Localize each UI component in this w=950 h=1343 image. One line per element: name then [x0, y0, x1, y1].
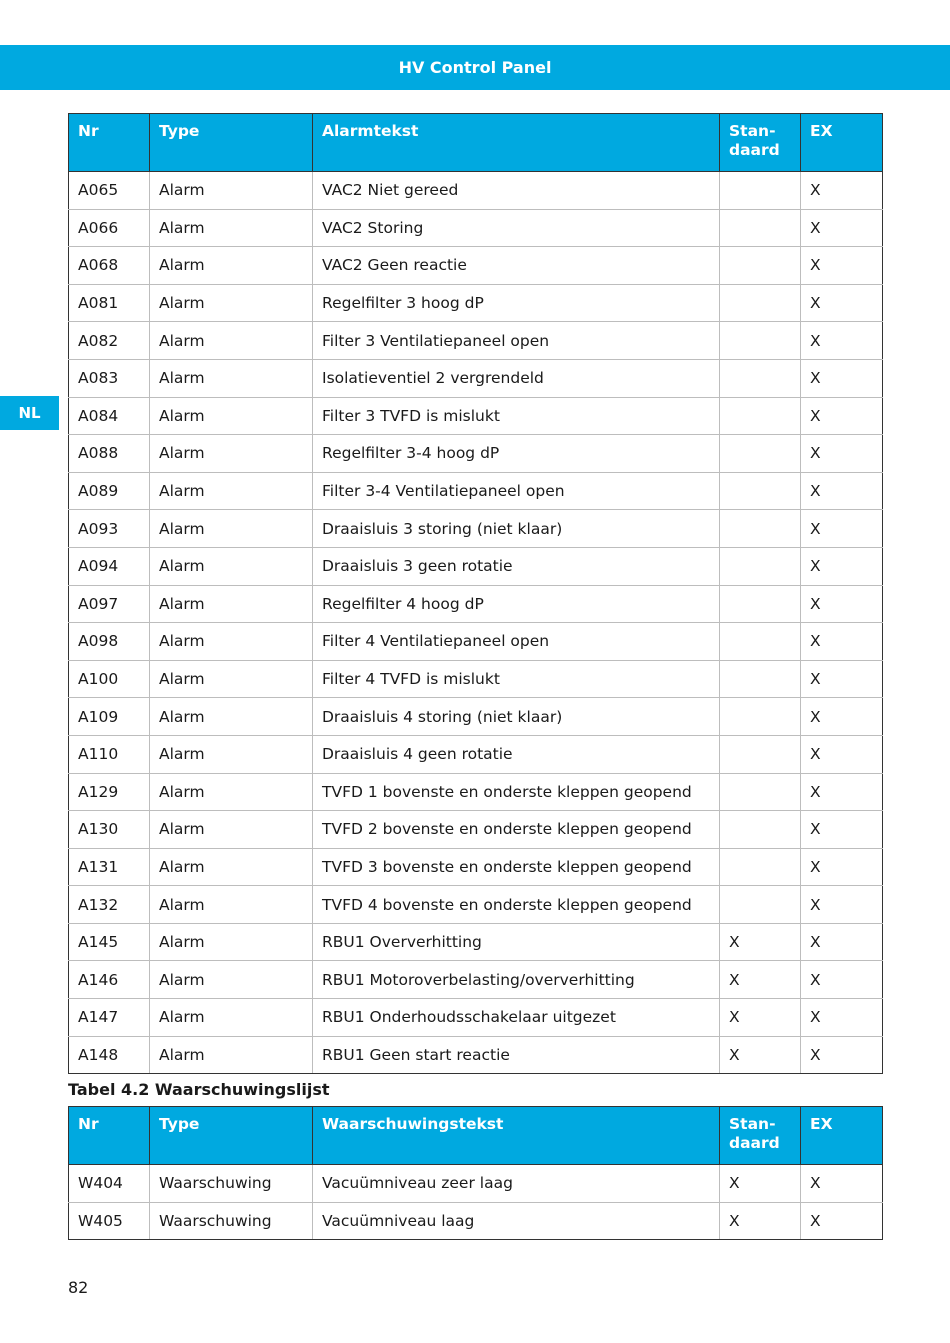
cell-standard	[720, 247, 801, 285]
cell-ex: X	[801, 1202, 883, 1240]
table-row	[69, 773, 883, 811]
cell-ex: X	[801, 773, 883, 811]
table-row	[69, 359, 883, 397]
cell-type: Waarschuwing	[150, 1202, 313, 1240]
cell-nr: A094	[69, 547, 150, 585]
cell-type: Waarschuwing	[150, 1165, 313, 1203]
cell-standard	[720, 773, 801, 811]
cell-text: RBU1 Geen start reactie	[313, 1036, 720, 1074]
cell-nr: A084	[69, 397, 150, 435]
cell-standard	[720, 209, 801, 247]
cell-text: VAC2 Geen reactie	[313, 247, 720, 285]
cell-text: Filter 3-4 Ventilatiepaneel open	[313, 472, 720, 510]
cell-ex: X	[801, 397, 883, 435]
column-header-type: Type	[150, 114, 313, 172]
table-row	[69, 585, 883, 623]
cell-ex: X	[801, 284, 883, 322]
cell-text: TVFD 4 bovenste en onderste kleppen geopend	[313, 886, 720, 924]
cell-ex: X	[801, 435, 883, 473]
cell-standard	[720, 660, 801, 698]
cell-standard	[720, 623, 801, 661]
cell-text: TVFD 3 bovenste en onderste kleppen geopend	[313, 848, 720, 886]
cell-ex: X	[801, 359, 883, 397]
cell-nr: A100	[69, 660, 150, 698]
cell-type: Alarm	[150, 698, 313, 736]
table-row	[69, 322, 883, 360]
cell-nr: A065	[69, 172, 150, 210]
cell-type: Alarm	[150, 999, 313, 1037]
page-number: 82	[68, 1278, 89, 1297]
cell-text: Filter 3 TVFD is mislukt	[313, 397, 720, 435]
table-row	[69, 1165, 883, 1203]
cell-standard	[720, 397, 801, 435]
cell-ex: X	[801, 172, 883, 210]
column-header-nr: Nr	[69, 1107, 150, 1165]
warning-table-caption: Tabel 4.2 Waarschuwingslijst	[68, 1080, 330, 1099]
cell-text: Regelfilter 3-4 hoog dP	[313, 435, 720, 473]
cell-nr: A148	[69, 1036, 150, 1074]
table-row	[69, 698, 883, 736]
table-row	[69, 1036, 883, 1074]
cell-standard: X	[720, 923, 801, 961]
cell-text: RBU1 Motoroverbelasting/oververhitting	[313, 961, 720, 999]
cell-text: Isolatieventiel 2 vergrendeld	[313, 359, 720, 397]
table-row	[69, 510, 883, 548]
cell-nr: A130	[69, 811, 150, 849]
cell-type: Alarm	[150, 247, 313, 285]
cell-standard	[720, 510, 801, 548]
cell-ex: X	[801, 623, 883, 661]
cell-nr: A093	[69, 510, 150, 548]
column-header-standard: Stan- daard	[720, 1107, 801, 1165]
cell-nr: W405	[69, 1202, 150, 1240]
cell-ex: X	[801, 472, 883, 510]
table-row	[69, 172, 883, 210]
cell-ex: X	[801, 961, 883, 999]
cell-type: Alarm	[150, 961, 313, 999]
cell-standard	[720, 435, 801, 473]
cell-ex: X	[801, 547, 883, 585]
cell-standard	[720, 848, 801, 886]
table-row	[69, 886, 883, 924]
cell-nr: A089	[69, 472, 150, 510]
cell-ex: X	[801, 698, 883, 736]
cell-ex: X	[801, 735, 883, 773]
cell-nr: A110	[69, 735, 150, 773]
cell-text: Vacuümniveau laag	[313, 1202, 720, 1240]
cell-ex: X	[801, 247, 883, 285]
cell-text: Filter 3 Ventilatiepaneel open	[313, 322, 720, 360]
cell-standard	[720, 172, 801, 210]
alarm-table	[68, 113, 883, 1074]
column-header-ex: EX	[801, 1107, 883, 1165]
cell-type: Alarm	[150, 585, 313, 623]
cell-standard	[720, 811, 801, 849]
cell-type: Alarm	[150, 811, 313, 849]
cell-ex: X	[801, 848, 883, 886]
cell-ex: X	[801, 1165, 883, 1203]
column-header-type: Type	[150, 1107, 313, 1165]
cell-ex: X	[801, 886, 883, 924]
cell-text: Draaisluis 4 geen rotatie	[313, 735, 720, 773]
cell-standard	[720, 698, 801, 736]
cell-type: Alarm	[150, 472, 313, 510]
cell-type: Alarm	[150, 172, 313, 210]
cell-nr: A109	[69, 698, 150, 736]
table-row	[69, 397, 883, 435]
cell-standard: X	[720, 961, 801, 999]
cell-standard	[720, 322, 801, 360]
cell-nr: A146	[69, 961, 150, 999]
table-row	[69, 848, 883, 886]
cell-text: Regelfilter 4 hoog dP	[313, 585, 720, 623]
warning-table-header	[69, 1107, 883, 1165]
cell-nr: A081	[69, 284, 150, 322]
table-row	[69, 1202, 883, 1240]
cell-standard	[720, 886, 801, 924]
table-row	[69, 999, 883, 1037]
cell-nr: A082	[69, 322, 150, 360]
cell-nr: A129	[69, 773, 150, 811]
table-row	[69, 435, 883, 473]
cell-type: Alarm	[150, 660, 313, 698]
cell-ex: X	[801, 209, 883, 247]
cell-nr: A145	[69, 923, 150, 961]
cell-standard	[720, 284, 801, 322]
cell-text: Regelfilter 3 hoog dP	[313, 284, 720, 322]
cell-type: Alarm	[150, 547, 313, 585]
cell-text: RBU1 Onderhoudsschakelaar uitgezet	[313, 999, 720, 1037]
table-row	[69, 735, 883, 773]
cell-standard	[720, 547, 801, 585]
cell-type: Alarm	[150, 510, 313, 548]
cell-ex: X	[801, 923, 883, 961]
cell-type: Alarm	[150, 923, 313, 961]
column-header-ex: EX	[801, 114, 883, 172]
table-row	[69, 472, 883, 510]
cell-type: Alarm	[150, 623, 313, 661]
cell-type: Alarm	[150, 209, 313, 247]
cell-type: Alarm	[150, 735, 313, 773]
warning-table	[68, 1106, 883, 1240]
cell-type: Alarm	[150, 322, 313, 360]
cell-type: Alarm	[150, 435, 313, 473]
cell-text: Draaisluis 3 geen rotatie	[313, 547, 720, 585]
cell-ex: X	[801, 322, 883, 360]
column-header-text: Alarmtekst	[313, 114, 720, 172]
cell-type: Alarm	[150, 773, 313, 811]
cell-text: VAC2 Storing	[313, 209, 720, 247]
table-row	[69, 547, 883, 585]
cell-ex: X	[801, 585, 883, 623]
cell-text: RBU1 Oververhitting	[313, 923, 720, 961]
cell-text: Vacuümniveau zeer laag	[313, 1165, 720, 1203]
cell-standard	[720, 585, 801, 623]
cell-ex: X	[801, 811, 883, 849]
cell-standard: X	[720, 1036, 801, 1074]
cell-ex: X	[801, 510, 883, 548]
column-header-standard: Stan- daard	[720, 114, 801, 172]
cell-standard: X	[720, 1202, 801, 1240]
cell-text: Filter 4 TVFD is mislukt	[313, 660, 720, 698]
column-header-text: Waarschuwingstekst	[313, 1107, 720, 1165]
cell-standard	[720, 735, 801, 773]
cell-standard: X	[720, 1165, 801, 1203]
cell-text: TVFD 2 bovenste en onderste kleppen geopend	[313, 811, 720, 849]
cell-nr: A097	[69, 585, 150, 623]
cell-type: Alarm	[150, 848, 313, 886]
cell-nr: A147	[69, 999, 150, 1037]
cell-type: Alarm	[150, 1036, 313, 1074]
cell-standard	[720, 359, 801, 397]
cell-nr: A098	[69, 623, 150, 661]
cell-text: Draaisluis 3 storing (niet klaar)	[313, 510, 720, 548]
page-header	[0, 45, 950, 90]
table-row	[69, 209, 883, 247]
cell-type: Alarm	[150, 397, 313, 435]
cell-ex: X	[801, 999, 883, 1037]
cell-standard: X	[720, 999, 801, 1037]
cell-text: TVFD 1 bovenste en onderste kleppen geopend	[313, 773, 720, 811]
cell-nr: A066	[69, 209, 150, 247]
cell-nr: A131	[69, 848, 150, 886]
header-title: HV Control Panel	[398, 58, 552, 77]
cell-type: Alarm	[150, 359, 313, 397]
cell-standard	[720, 472, 801, 510]
table-row	[69, 811, 883, 849]
cell-type: Alarm	[150, 886, 313, 924]
language-tab: NL	[0, 396, 59, 430]
table-row	[69, 284, 883, 322]
cell-text: Draaisluis 4 storing (niet klaar)	[313, 698, 720, 736]
alarm-table-header	[69, 114, 883, 172]
cell-nr: A132	[69, 886, 150, 924]
cell-text: VAC2 Niet gereed	[313, 172, 720, 210]
cell-text: Filter 4 Ventilatiepaneel open	[313, 623, 720, 661]
cell-nr: A088	[69, 435, 150, 473]
column-header-nr: Nr	[69, 114, 150, 172]
cell-ex: X	[801, 660, 883, 698]
table-row	[69, 247, 883, 285]
table-row	[69, 660, 883, 698]
table-row	[69, 961, 883, 999]
cell-nr: A083	[69, 359, 150, 397]
table-row	[69, 623, 883, 661]
cell-type: Alarm	[150, 284, 313, 322]
cell-nr: W404	[69, 1165, 150, 1203]
cell-ex: X	[801, 1036, 883, 1074]
cell-nr: A068	[69, 247, 150, 285]
table-row	[69, 923, 883, 961]
